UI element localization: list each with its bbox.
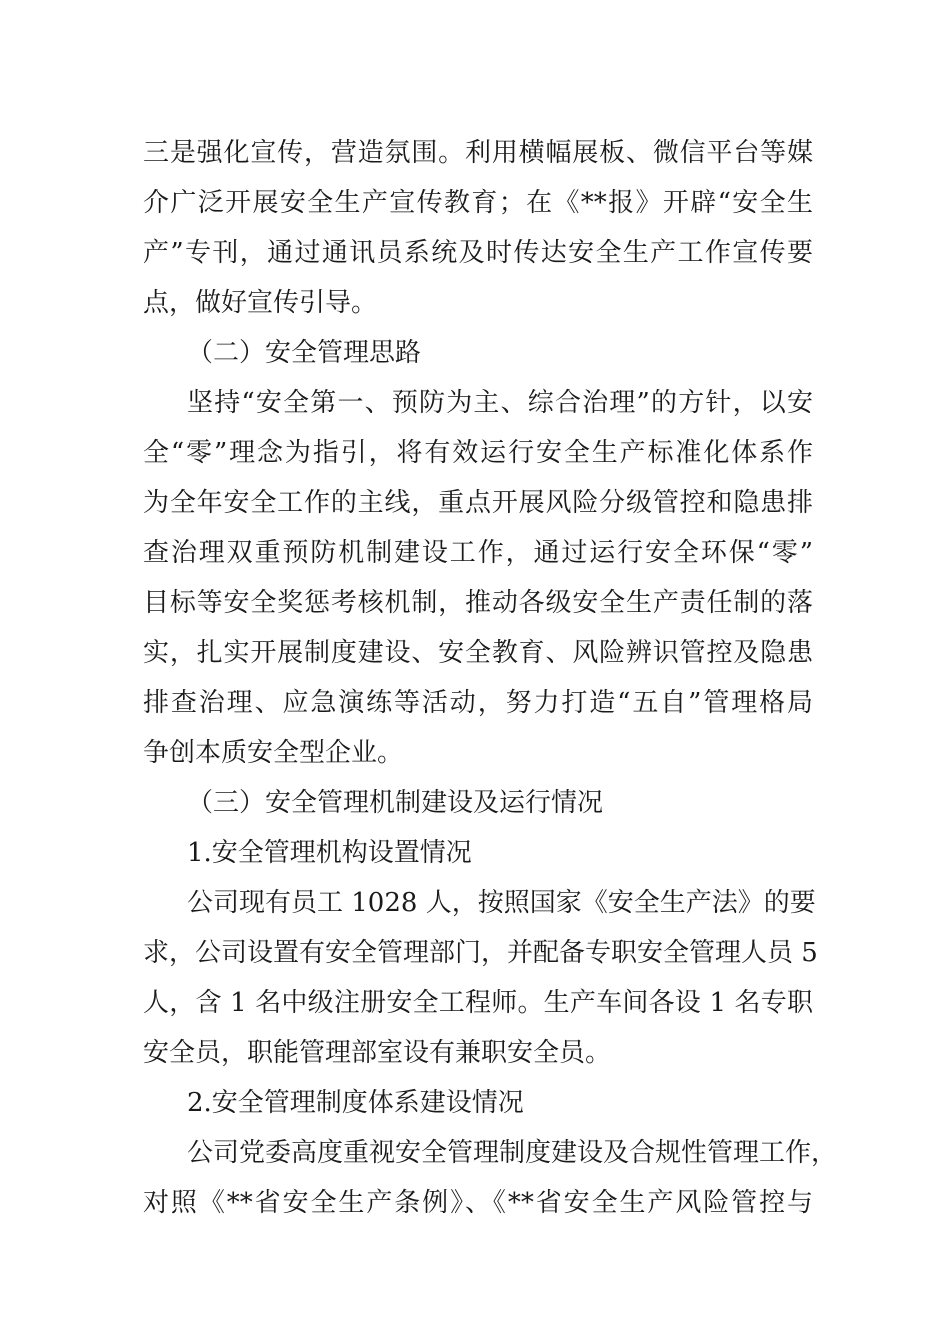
paragraph-line: 求，公司设置有安全管理部门，并配备专职安全管理人员 5: [143, 938, 818, 968]
paragraph-line: 排查治理、应急演练等活动，努力打造“五自”管理格局: [143, 688, 813, 718]
paragraph-line: 公司党委高度重视安全管理制度建设及合规性管理工作，: [187, 1138, 838, 1168]
paragraph-line: 目标等安全奖惩考核机制，推动各级安全生产责任制的落: [143, 588, 813, 618]
paragraph-line: 三是强化宣传，营造氛围。利用横幅展板、微信平台等媒: [143, 138, 813, 168]
paragraph-regulations: [143, 1128, 838, 1228]
section-heading-mechanism: （三）安全管理机制建设及运行情况: [187, 788, 604, 818]
paragraph-line: 坚持“安全第一、预防为主、综合治理”的方针，以安: [187, 388, 813, 418]
section-heading-safety-approach: （二）安全管理思路: [187, 338, 422, 368]
paragraph-line: 为全年安全工作的主线，重点开展风险分级管控和隐患排: [143, 488, 813, 518]
paragraph-line: 对照《**省安全生产条例》、《**省安全生产风险管控与: [143, 1188, 813, 1218]
subheading-organization: 1.安全管理机构设置情况: [187, 838, 472, 868]
paragraph-publicity: [143, 128, 813, 328]
paragraph-line: 争创本质安全型企业。: [143, 738, 404, 768]
paragraph-line: 产”专刊，通过通讯员系统及时传达安全生产工作宣传要: [143, 238, 813, 268]
paragraph-safety-approach: [143, 378, 813, 778]
paragraph-line: 介广泛开展安全生产宣传教育；在《**报》开辟“安全生: [143, 188, 813, 218]
document-body: [143, 128, 838, 1228]
paragraph-line: 实，扎实开展制度建设、安全教育、风险辨识管控及隐患: [143, 638, 813, 668]
subheading-regulations: 2.安全管理制度体系建设情况: [187, 1088, 524, 1118]
paragraph-line: 查治理双重预防机制建设工作，通过运行安全环保“零”: [143, 538, 813, 568]
paragraph-line: 全“零”理念为指引，将有效运行安全生产标准化体系作: [143, 438, 813, 468]
paragraph-line: 点，做好宣传引导。: [143, 288, 378, 318]
paragraph-line: 安全员，职能管理部室设有兼职安全员。: [143, 1038, 612, 1068]
paragraph-line: 人，含 1 名中级注册安全工程师。生产车间各设 1 名专职: [143, 988, 813, 1018]
paragraph-organization: [143, 878, 818, 1078]
paragraph-line: 公司现有员工 1028 人，按照国家《安全生产法》的要: [187, 888, 816, 918]
